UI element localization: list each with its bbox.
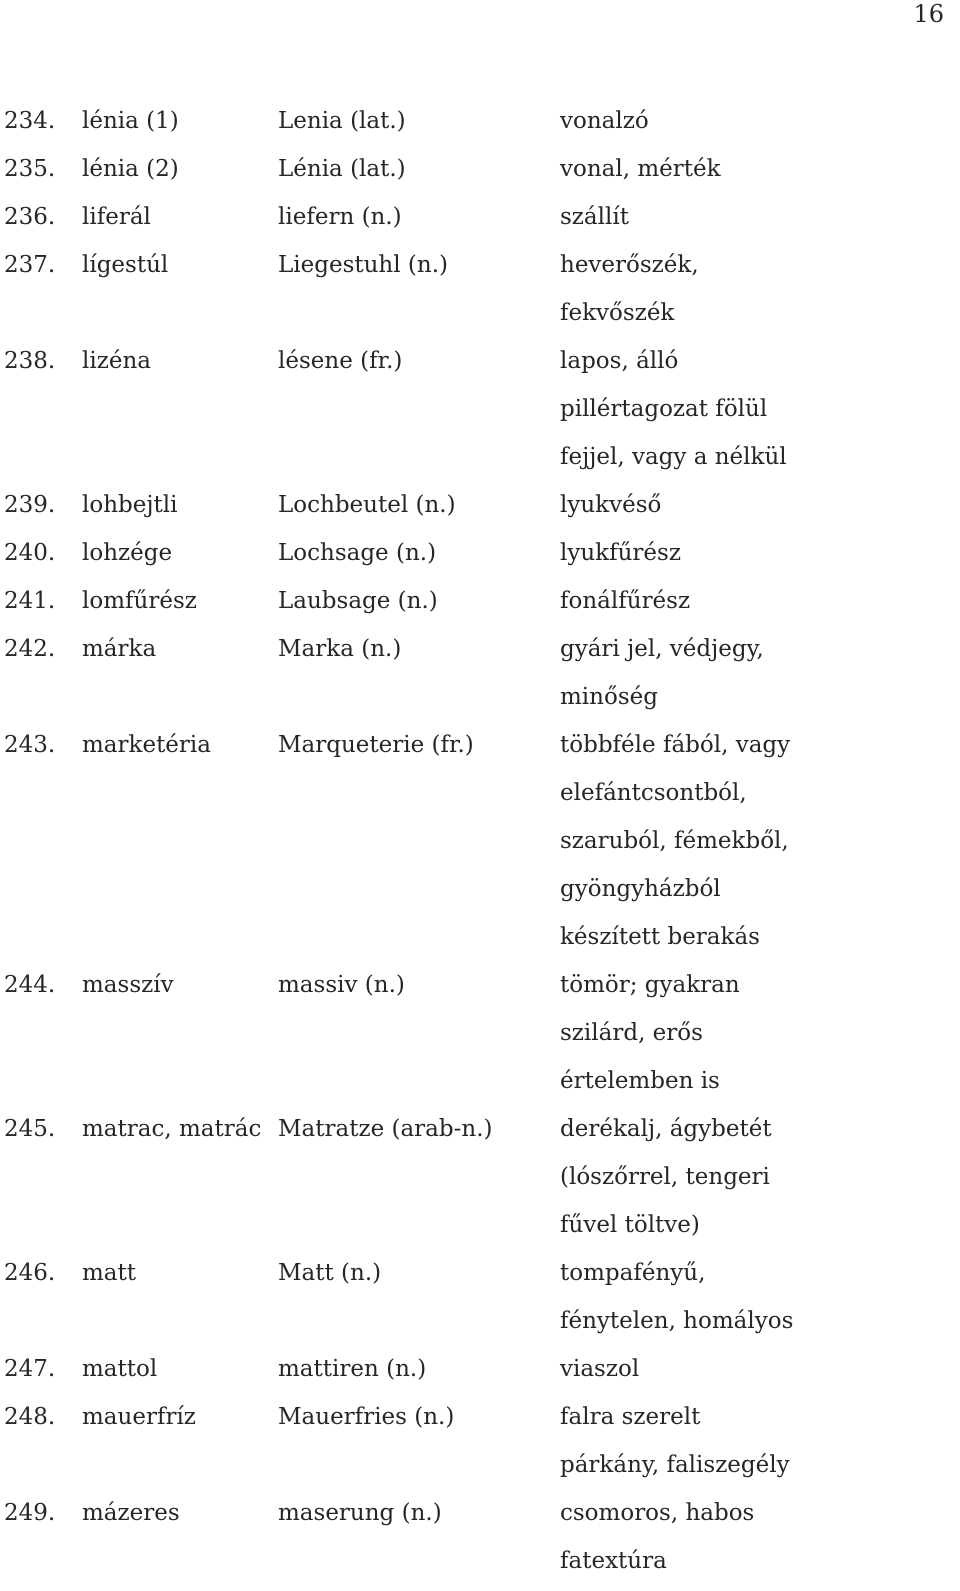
glossary-entry — [4, 721, 944, 961]
entry-word: lohbejtli — [82, 492, 178, 518]
entry-meaning — [560, 529, 940, 577]
entry-number: 245. — [4, 1116, 56, 1142]
entry-number: 247. — [4, 1356, 56, 1382]
glossary-entry — [4, 1105, 944, 1249]
entry-number: 242. — [4, 636, 56, 662]
entry-meaning-line: gyári jel, védjegy, — [560, 636, 764, 662]
entry-meaning — [560, 1489, 940, 1585]
entry-meaning-line: pillértagozat fölül — [560, 396, 768, 422]
entry-number: 246. — [4, 1260, 56, 1286]
entry-number: 248. — [4, 1404, 56, 1430]
entry-meaning — [560, 241, 940, 337]
entry-word: lomfűrész — [82, 588, 197, 614]
entry-origin: Lochsage (n.) — [278, 540, 437, 566]
entry-number: 238. — [4, 348, 56, 374]
glossary-entry — [4, 145, 944, 193]
entry-number: 234. — [4, 108, 56, 134]
glossary-entry — [4, 1489, 944, 1585]
entry-meaning-line: szaruból, fémekből, — [560, 828, 789, 854]
entry-origin: Lenia (lat.) — [278, 108, 406, 134]
entry-meaning-line: lyukfűrész — [560, 540, 681, 566]
entry-meaning — [560, 145, 940, 193]
entry-meaning — [560, 625, 940, 721]
entry-meaning — [560, 193, 940, 241]
glossary-entry — [4, 337, 944, 481]
glossary-entry — [4, 241, 944, 337]
entry-word: mattol — [82, 1356, 158, 1382]
entry-origin: mattiren (n.) — [278, 1356, 427, 1382]
entry-meaning-line: fatextúra — [560, 1548, 667, 1574]
entry-number: 241. — [4, 588, 56, 614]
entry-origin: Marqueterie (fr.) — [278, 732, 474, 758]
entry-origin: Lochbeutel (n.) — [278, 492, 456, 518]
glossary-entry — [4, 529, 944, 577]
entry-word: lohzége — [82, 540, 173, 566]
entry-meaning-line: vonal, mérték — [560, 156, 721, 182]
entry-meaning-line: viaszol — [560, 1356, 640, 1382]
entry-number: 249. — [4, 1500, 56, 1526]
entry-meaning — [560, 337, 940, 481]
entry-meaning — [560, 1105, 940, 1249]
entry-meaning — [560, 1345, 940, 1393]
entry-meaning-line: derékalj, ágybetét — [560, 1116, 772, 1142]
entry-origin: Matt (n.) — [278, 1260, 382, 1286]
entry-meaning-line: falra szerelt — [560, 1404, 701, 1430]
glossary-list — [4, 97, 944, 1585]
entry-meaning-line: gyöngyházból — [560, 876, 721, 902]
entry-meaning-line: heverőszék, — [560, 252, 699, 278]
entry-meaning — [560, 1393, 940, 1489]
entry-word: mauerfríz — [82, 1404, 196, 1430]
entry-meaning-line: fekvőszék — [560, 300, 675, 326]
entry-meaning — [560, 961, 940, 1105]
entry-meaning-line: szállít — [560, 204, 629, 230]
entry-meaning-line: tömör; gyakran — [560, 972, 740, 998]
entry-meaning-line: fénytelen, homályos — [560, 1308, 794, 1334]
entry-meaning — [560, 481, 940, 529]
entry-origin: maserung (n.) — [278, 1500, 442, 1526]
entry-meaning-line: lapos, álló — [560, 348, 679, 374]
entry-word: marketéria — [82, 732, 211, 758]
entry-meaning-line: minőség — [560, 684, 658, 710]
entry-number: 235. — [4, 156, 56, 182]
entry-meaning-line: párkány, faliszegély — [560, 1452, 790, 1478]
entry-origin: liefern (n.) — [278, 204, 402, 230]
glossary-entry — [4, 1393, 944, 1489]
entry-number: 239. — [4, 492, 56, 518]
entry-meaning-line: többféle fából, vagy — [560, 732, 791, 758]
entry-meaning-line: (lószőrrel, tengeri — [560, 1164, 770, 1190]
page-number: 16 — [913, 0, 944, 28]
entry-meaning-line: lyukvéső — [560, 492, 662, 518]
entry-meaning-line: fejjel, vagy a nélkül — [560, 444, 787, 470]
entry-meaning-line: fűvel töltve) — [560, 1212, 700, 1238]
entry-word: lénia (1) — [82, 108, 179, 134]
entry-word: matrac, matrác — [82, 1116, 262, 1142]
glossary-entry — [4, 625, 944, 721]
entry-meaning-line: szilárd, erős — [560, 1020, 703, 1046]
glossary-entry — [4, 1345, 944, 1393]
glossary-entry — [4, 961, 944, 1105]
entry-meaning — [560, 577, 940, 625]
entry-meaning — [560, 721, 940, 961]
entry-origin: Marka (n.) — [278, 636, 402, 662]
entry-word: lígestúl — [82, 252, 169, 278]
entry-meaning — [560, 97, 940, 145]
entry-origin: lésene (fr.) — [278, 348, 403, 374]
glossary-entry — [4, 193, 944, 241]
entry-origin: Laubsage (n.) — [278, 588, 438, 614]
entry-word: masszív — [82, 972, 174, 998]
glossary-entry — [4, 481, 944, 529]
entry-meaning-line: elefántcsontból, — [560, 780, 747, 806]
entry-meaning-line: csomoros, habos — [560, 1500, 755, 1526]
entry-origin: Mauerfries (n.) — [278, 1404, 455, 1430]
entry-origin: Liegestuhl (n.) — [278, 252, 448, 278]
entry-meaning-line: készített berakás — [560, 924, 760, 950]
entry-meaning-line: tompafényű, — [560, 1260, 706, 1286]
entry-number: 240. — [4, 540, 56, 566]
entry-meaning — [560, 1249, 940, 1345]
glossary-entry — [4, 577, 944, 625]
entry-meaning-line: vonalzó — [560, 108, 649, 134]
entry-number: 243. — [4, 732, 56, 758]
entry-word: lizéna — [82, 348, 151, 374]
entry-meaning-line: fonálfűrész — [560, 588, 691, 614]
entry-word: mázeres — [82, 1500, 180, 1526]
entry-origin: Lénia (lat.) — [278, 156, 406, 182]
entry-word: márka — [82, 636, 157, 662]
entry-number: 244. — [4, 972, 56, 998]
entry-origin: massiv (n.) — [278, 972, 405, 998]
glossary-entry — [4, 97, 944, 145]
entry-number: 237. — [4, 252, 56, 278]
glossary-entry — [4, 1249, 944, 1345]
entry-word: matt — [82, 1260, 137, 1286]
entry-word: lénia (2) — [82, 156, 179, 182]
entry-origin: Matratze (arab-n.) — [278, 1116, 493, 1142]
entry-number: 236. — [4, 204, 56, 230]
entry-word: liferál — [82, 204, 151, 230]
entry-meaning-line: értelemben is — [560, 1068, 720, 1094]
